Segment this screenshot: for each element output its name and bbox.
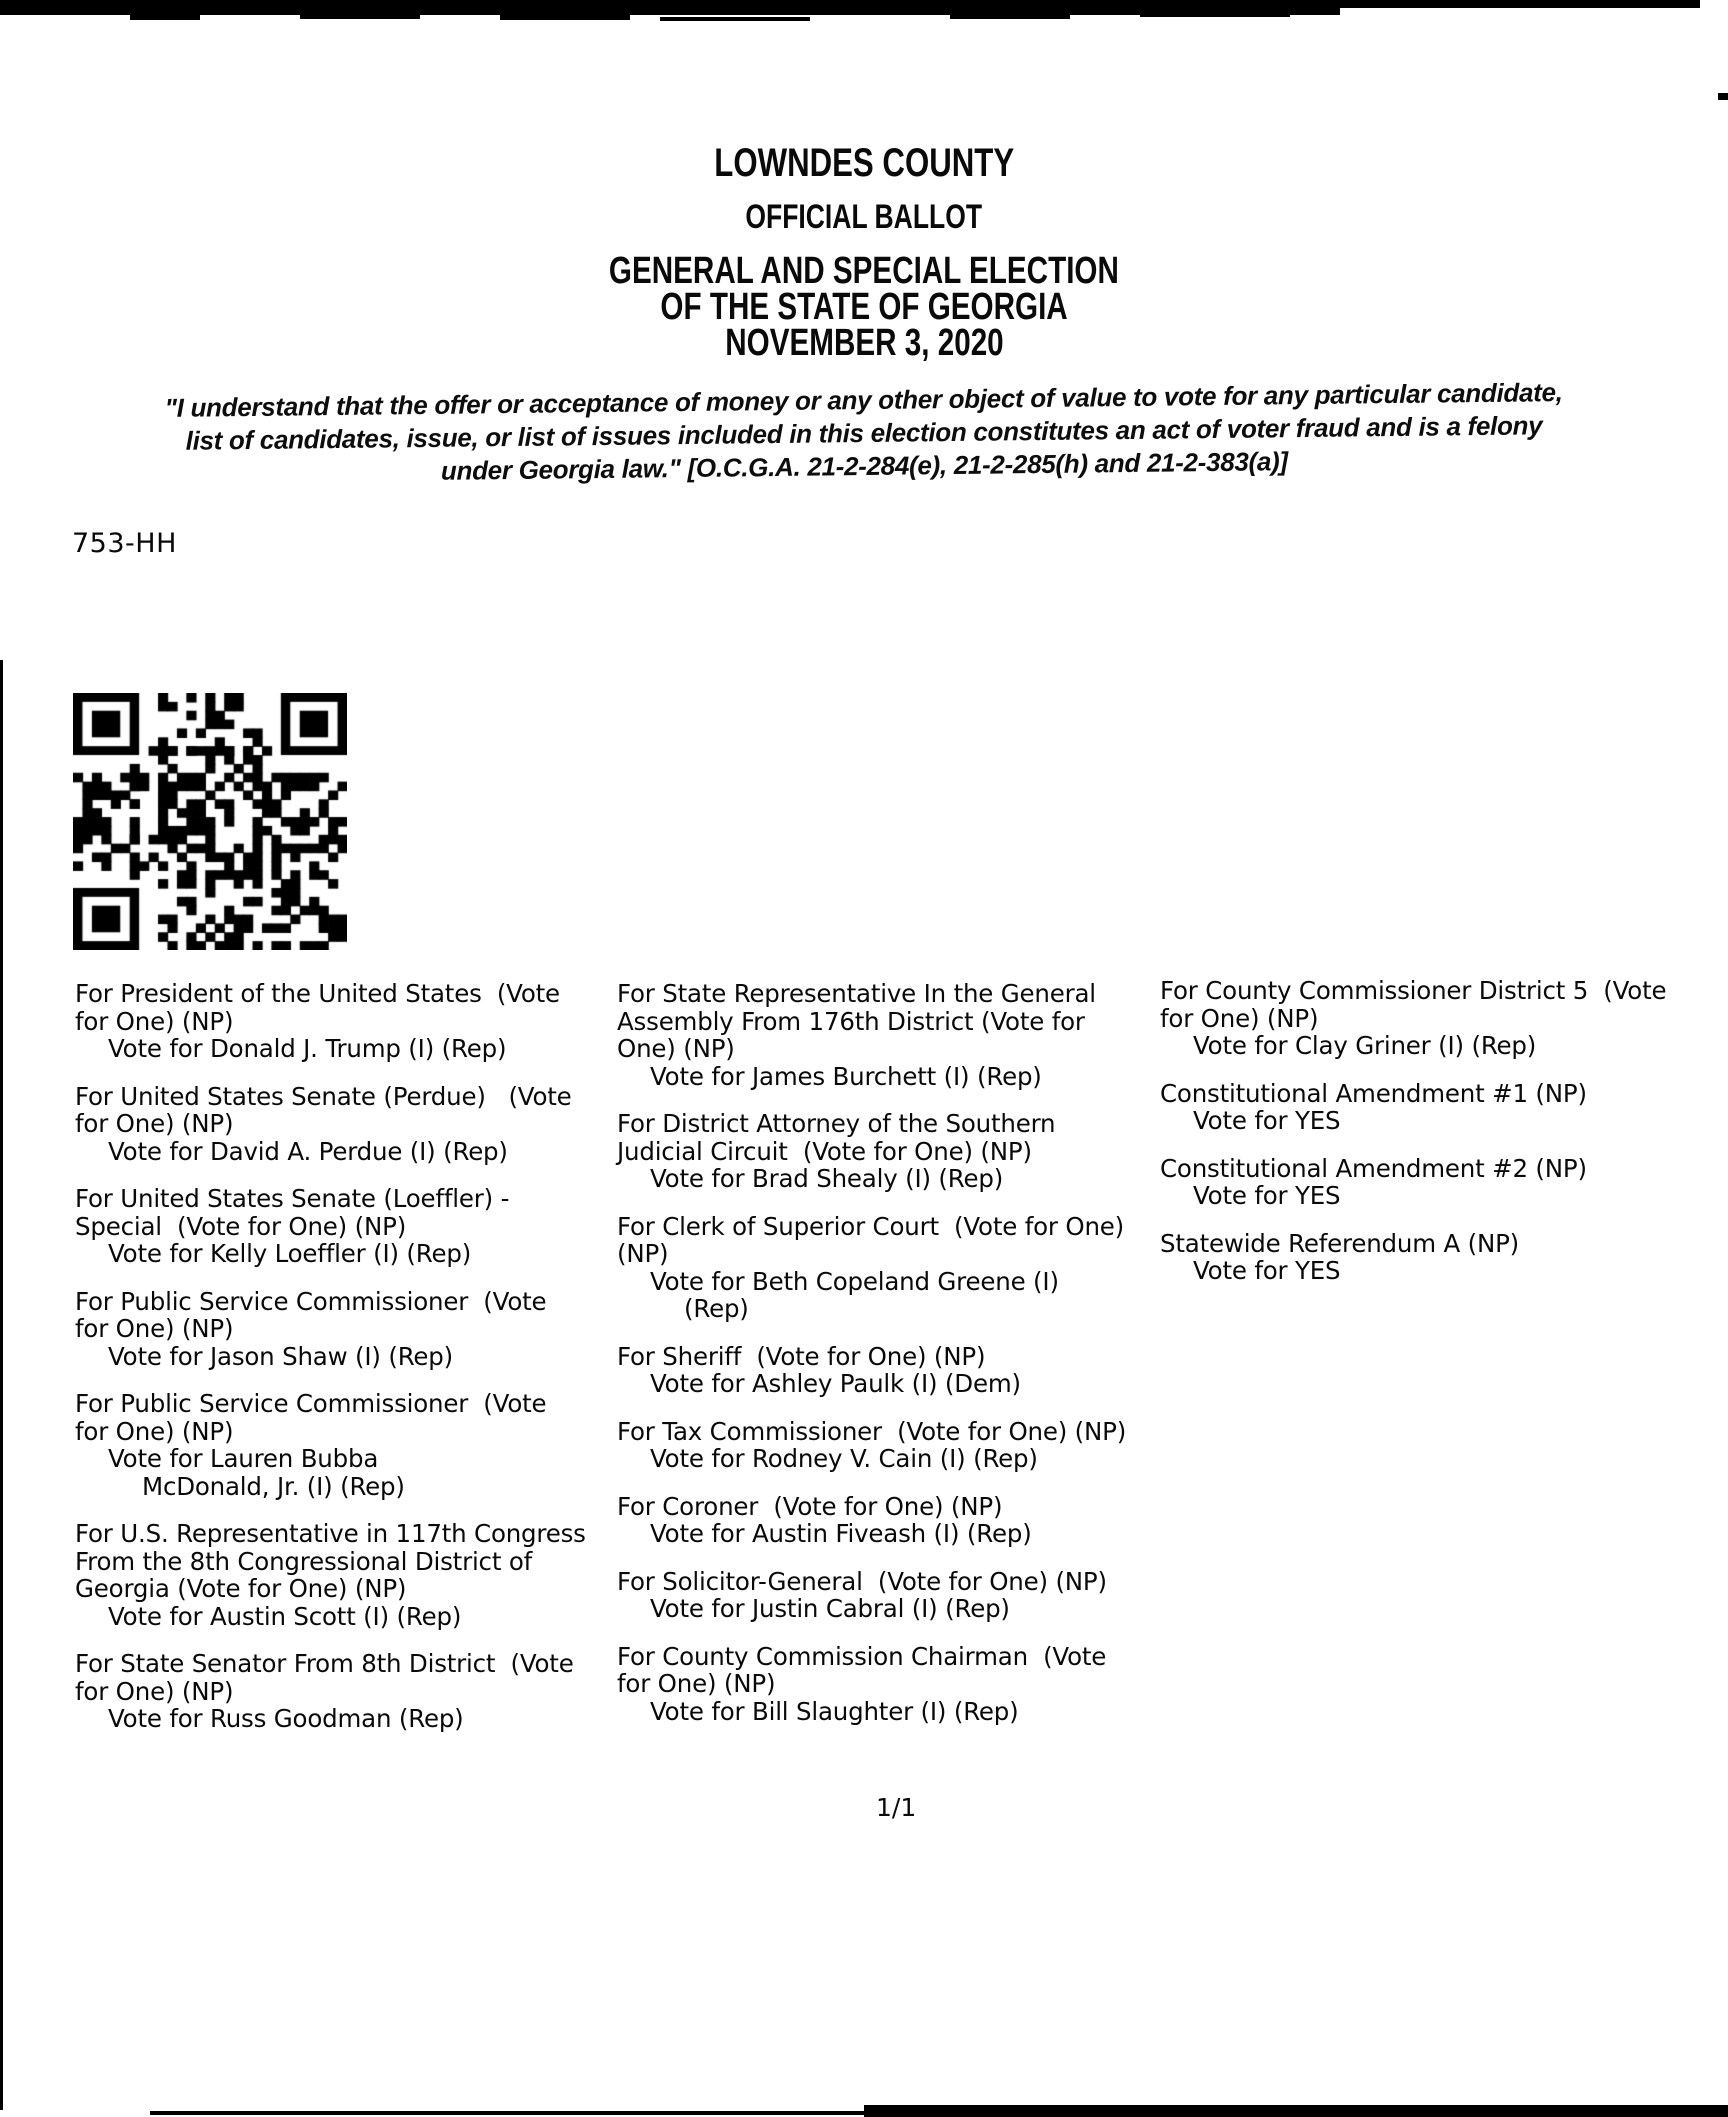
contest-block (617, 1643, 1165, 1726)
contest-line: One) (NP) (617, 1034, 735, 1063)
contest-line: Georgia (Vote for One) (NP) (75, 1574, 407, 1603)
contest-line: For State Senator From 8th District (Vote (75, 1649, 574, 1678)
scan-artifact (660, 17, 810, 21)
contest-block (75, 980, 620, 1063)
contest-line: For County Commissioner District 5 (Vote (1160, 976, 1667, 1005)
contest-block (617, 1493, 1165, 1548)
contest-line: Vote for Rodney V. Cain (I) (Rep) (650, 1444, 1038, 1473)
contest-line: Vote for Austin Scott (I) (Rep) (108, 1601, 462, 1631)
contest-line: Vote for Donald J. Trump (I) (Rep) (108, 1034, 507, 1063)
contest-block (617, 1110, 1165, 1193)
contest-line: For Sheriff (Vote for One) (NP) (617, 1341, 986, 1371)
contest-line: For Solicitor-General (Vote for One) (NP) (617, 1566, 1107, 1596)
contest-line: Vote for Bill Slaughter (I) (Rep) (650, 1696, 1019, 1726)
scan-artifact (130, 15, 200, 20)
disclaimer-line: under Georgia law." [O.C.G.A. 21-2-284(e), 21-2-285(h) and 21-2-383(a)] (440, 446, 1288, 486)
scan-artifact (500, 15, 630, 20)
contest-line: Vote for YES (1193, 1181, 1341, 1210)
contest-line: for One) (NP) (75, 1006, 234, 1036)
contest-block (617, 1213, 1165, 1323)
contest-line: For President of the United States (Vote (75, 979, 560, 1008)
scan-artifact-right-tick (1718, 93, 1728, 100)
contest-line: for One) (NP) (1160, 1003, 1319, 1033)
contest-line: for One) (NP) (75, 1416, 234, 1446)
disclaimer-line: list of candidates, issue, or list of issues included in this election constitutes an act of voter fraud and is a felony (185, 410, 1543, 456)
contest-line: For Public Service Commissioner (Vote (75, 1286, 547, 1316)
scan-artifact (950, 14, 1070, 19)
contest-line: Special (Vote for One) (NP) (75, 1211, 407, 1241)
contest-block (75, 1288, 620, 1371)
contest-line: Vote for David A. Perdue (I) (Rep) (108, 1136, 508, 1166)
page-number: 1/1 (876, 1793, 917, 1822)
scan-artifact-bottom-line (150, 2111, 864, 2115)
contest-line: Vote for James Burchett (I) (Rep) (650, 1061, 1042, 1091)
contest-line: Assembly From 176th District (Vote for (617, 1006, 1085, 1036)
scan-artifact-top-bar-right (1340, 0, 1700, 8)
contest-line: (Rep) (684, 1294, 749, 1323)
contest-line: For State Representative In the General (617, 979, 1096, 1008)
contest-block (617, 980, 1165, 1090)
title-line: OFFICIAL BALLOT (745, 198, 983, 236)
contest-line: Judicial Circuit (Vote for One) (NP) (617, 1136, 1032, 1166)
contest-line: Vote for Russ Goodman (Rep) (108, 1704, 464, 1733)
scan-artifact (300, 15, 420, 19)
contest-column-2 (617, 980, 1165, 1745)
contest-line: Vote for Kelly Loeffler (I) (Rep) (108, 1239, 472, 1268)
contest-line: For District Attorney of the Southern (617, 1109, 1056, 1138)
title-line: GENERAL AND SPECIAL ELECTION (609, 250, 1119, 292)
contest-line: For County Commission Chairman (Vote (617, 1641, 1107, 1671)
title-line: NOVEMBER 3, 2020 (724, 322, 1004, 364)
contest-line: For U.S. Representative in 117th Congress (75, 1519, 586, 1548)
contest-block (75, 1650, 620, 1733)
contest-line: (NP) (617, 1239, 669, 1268)
contest-line: for One) (NP) (75, 1676, 234, 1706)
contest-block (75, 1520, 620, 1630)
contest-line: For United States Senate (Perdue) (Vote (75, 1081, 572, 1111)
contest-block (617, 1568, 1165, 1623)
contest-line: for One) (NP) (75, 1109, 234, 1138)
contest-line: Vote for Justin Cabral (I) (Rep) (650, 1594, 1010, 1623)
contest-line: Vote for Clay Griner (I) (Rep) (1193, 1031, 1537, 1060)
contest-line: Vote for Jason Shaw (I) (Rep) (108, 1341, 454, 1371)
scan-artifact (1140, 13, 1290, 17)
contest-line: Statewide Referendum A (NP) (1160, 1228, 1520, 1258)
contest-block (1160, 1080, 1728, 1135)
contest-line: For Public Service Commissioner (Vote (75, 1389, 547, 1418)
scan-artifact-top-bar (0, 0, 1340, 15)
contest-line: Constitutional Amendment #2 (NP) (1160, 1153, 1587, 1183)
contest-block (1160, 977, 1728, 1060)
title-line: LOWNDES COUNTY (714, 141, 1014, 185)
contest-column-1 (75, 980, 620, 1753)
contest-line: For Tax Commissioner (Vote for One) (NP) (617, 1416, 1127, 1446)
disclaimer-line: "I understand that the offer or acceptance of money or any other object of value to vote for any particular candidate, (164, 377, 1563, 423)
contest-line: for One) (NP) (75, 1314, 234, 1343)
contest-line: for One) (NP) (617, 1669, 776, 1698)
contest-block (75, 1185, 620, 1268)
qr-code (73, 693, 347, 950)
contest-line: For Coroner (Vote for One) (NP) (617, 1491, 1003, 1521)
scan-artifact-left-line (0, 660, 3, 2110)
contest-block (617, 1418, 1165, 1473)
contest-column-3 (1160, 977, 1728, 1305)
contest-line: Vote for Brad Shealy (I) (Rep) (650, 1164, 1004, 1193)
voter-fraud-disclaimer (19, 374, 1708, 492)
contest-block (75, 1390, 620, 1500)
contest-line: Vote for Austin Fiveash (I) (Rep) (650, 1519, 1032, 1548)
contest-block (1160, 1230, 1728, 1285)
contest-line: For Clerk of Superior Court (Vote for One) (617, 1211, 1125, 1241)
contest-line: Vote for YES (1193, 1256, 1341, 1285)
scan-artifact-bottom-bar (864, 2105, 1728, 2117)
title-line: OF THE STATE OF GEORGIA (660, 286, 1068, 328)
contest-line: Vote for Lauren Bubba (108, 1444, 379, 1473)
ballot-style-code: 753-HH (72, 528, 177, 559)
contest-line: Constitutional Amendment #1 (NP) (1160, 1078, 1587, 1108)
contest-line: Vote for Ashley Paulk (I) (Dem) (650, 1369, 1021, 1398)
contest-line: Vote for YES (1193, 1106, 1341, 1135)
contest-block (617, 1343, 1165, 1398)
contest-line: For United States Senate (Loeffler) - (75, 1184, 510, 1213)
contest-line: McDonald, Jr. (I) (Rep) (142, 1471, 405, 1501)
contest-block (75, 1083, 620, 1166)
contest-block (1160, 1155, 1728, 1210)
contest-line: Vote for Beth Copeland Greene (I) (650, 1266, 1059, 1296)
contest-line: From the 8th Congressional District of (75, 1546, 533, 1576)
